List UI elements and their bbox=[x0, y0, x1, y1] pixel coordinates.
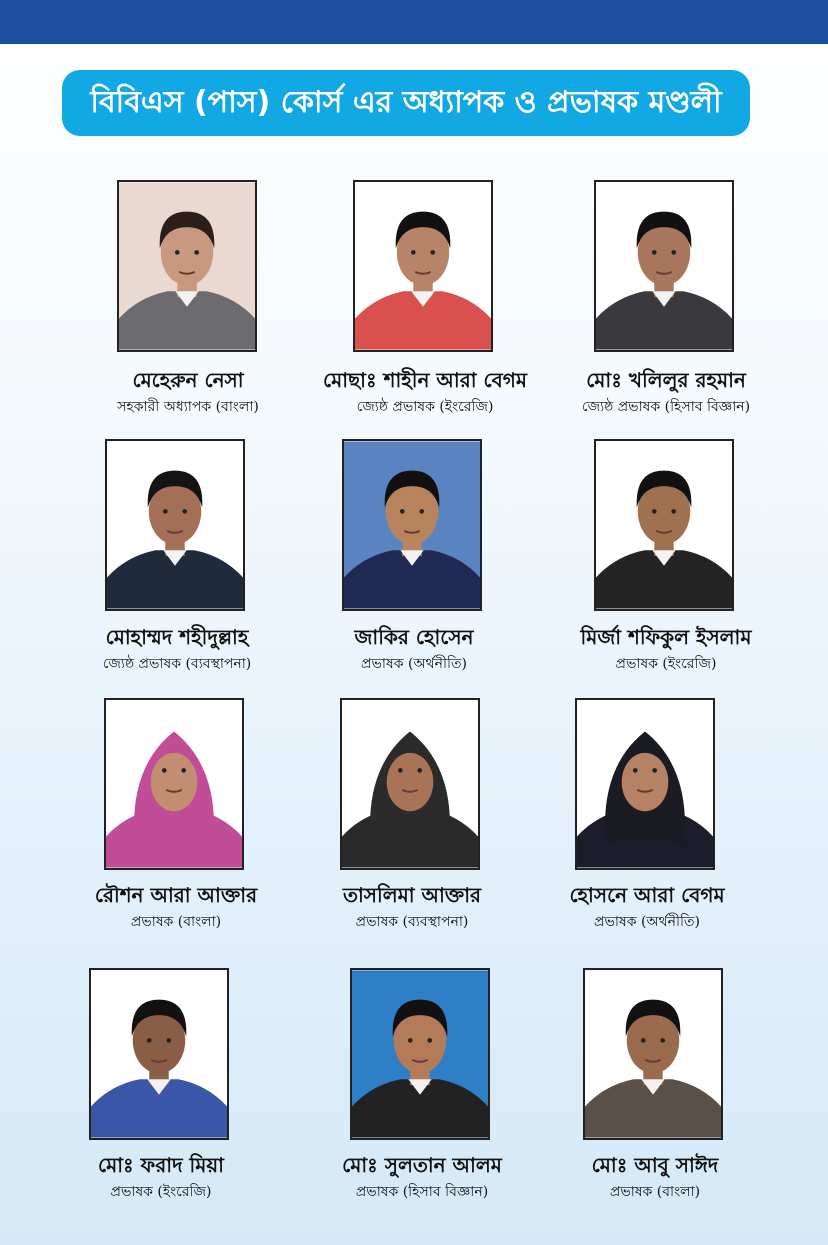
faculty-photo bbox=[594, 439, 734, 611]
faculty-role: জ্যেষ্ঠ প্রভাষক (ব্যবস্থাপনা) bbox=[102, 656, 252, 672]
faculty-role: প্রভাষক (অর্থনীতি) bbox=[361, 656, 467, 672]
faculty-role: প্রভাষক (বাংলা) bbox=[609, 1184, 701, 1200]
faculty-name: মেহেরুন নেসা bbox=[132, 368, 244, 392]
faculty-name: মোঃ খলিলুর রহমান bbox=[586, 368, 746, 392]
faculty-name: মোহাম্মদ শহীদুল্লাহ bbox=[105, 625, 249, 649]
faculty-photo bbox=[117, 180, 257, 352]
faculty-photo bbox=[340, 698, 480, 870]
faculty-name: মির্জা শফিকুল ইসলাম bbox=[580, 625, 752, 649]
faculty-role: প্রভাষক (বাংলা) bbox=[130, 914, 222, 930]
faculty-name: মোঃ সুলতান আলম bbox=[342, 1153, 502, 1177]
faculty-photo bbox=[594, 180, 734, 352]
faculty-photo bbox=[575, 698, 715, 870]
faculty-photo bbox=[89, 968, 229, 1140]
faculty-role: প্রভাষক (হিসাব বিজ্ঞান) bbox=[355, 1184, 489, 1200]
faculty-name: মোঃ আবু সাঈদ bbox=[591, 1153, 719, 1177]
faculty-photo bbox=[104, 698, 244, 870]
faculty-photo bbox=[350, 968, 490, 1140]
top-banner-bar bbox=[0, 0, 828, 44]
page-title: বিবিএস (পাস) কোর্স এর অধ্যাপক ও প্রভাষক মণ্ডলী bbox=[90, 84, 722, 120]
faculty-name: মোছাঃ শাহীন আরা বেগম bbox=[323, 368, 527, 392]
faculty-name: হোসনে আরা বেগম bbox=[569, 883, 725, 907]
faculty-photo bbox=[105, 439, 245, 611]
faculty-role: প্রভাষক (ইংরেজি) bbox=[615, 656, 717, 672]
faculty-photo bbox=[342, 439, 482, 611]
faculty-name: মোঃ ফরাদ মিয়া bbox=[98, 1153, 224, 1177]
faculty-photo bbox=[583, 968, 723, 1140]
faculty-name: জাকির হোসেন bbox=[354, 625, 474, 649]
faculty-photo bbox=[353, 180, 493, 352]
faculty-role: জ্যেষ্ঠ প্রভাষক (ইংরেজি) bbox=[356, 399, 494, 415]
faculty-role: প্রভাষক (ব্যবস্থাপনা) bbox=[355, 914, 469, 930]
faculty-name: তাসলিমা আক্তার bbox=[342, 883, 482, 907]
faculty-role: জ্যেষ্ঠ প্রভাষক (হিসাব বিজ্ঞান) bbox=[581, 399, 751, 415]
faculty-role: প্রভাষক (ইংরেজি) bbox=[110, 1184, 212, 1200]
faculty-role: সহকারী অধ্যাপক (বাংলা) bbox=[117, 399, 259, 415]
faculty-name: রৌশন আরা আক্তার bbox=[94, 883, 258, 907]
title-banner bbox=[62, 70, 750, 136]
faculty-role: প্রভাষক (অর্থনীতি) bbox=[594, 914, 700, 930]
